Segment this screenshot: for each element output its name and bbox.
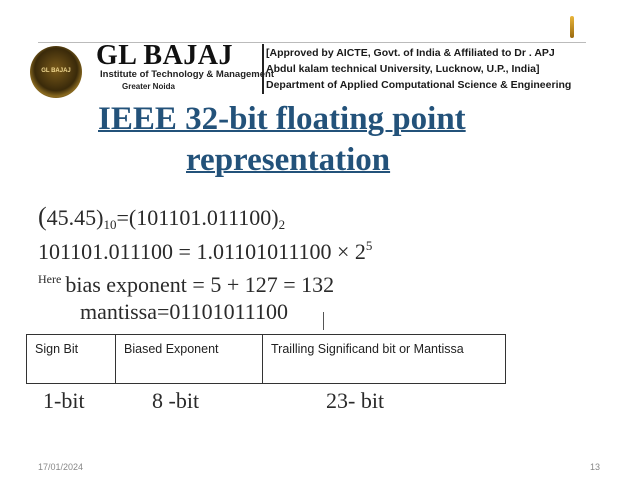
bias-text: bias exponent = 5 + 127 = 132 bbox=[65, 272, 335, 297]
binary-number: =(101101.011100) bbox=[116, 205, 279, 230]
mantissa-bit-size: 23- bit bbox=[326, 388, 385, 413]
bias-line bbox=[38, 272, 334, 298]
approval-line-1: [Approved by AICTE, Govt. of India & Affiliated to Dr . APJ bbox=[266, 47, 555, 59]
exponent-value: 5 bbox=[365, 238, 373, 253]
sign-bit-size: 1-bit bbox=[43, 388, 85, 413]
base-two: 2 bbox=[278, 217, 286, 232]
bit-field-table bbox=[26, 334, 506, 384]
mantissa-cell: Trailling Significand bit or Mantissa bbox=[271, 342, 464, 356]
open-paren: ( bbox=[38, 202, 47, 231]
slide-date: 17/01/2024 bbox=[38, 462, 84, 472]
slide-number: 13 bbox=[590, 462, 601, 472]
flame-icon bbox=[570, 16, 574, 38]
mantissa-line: mantissa=01101011100 bbox=[80, 299, 288, 324]
mantissa-marker bbox=[320, 312, 324, 330]
college-location: Greater Noida bbox=[122, 82, 175, 91]
exponent-bit-size: 8 -bit bbox=[152, 388, 200, 413]
college-subtitle: Institute of Technology & Management bbox=[100, 69, 274, 80]
biased-exponent-cell: Biased Exponent bbox=[116, 335, 263, 383]
here-label: Here bbox=[38, 272, 62, 286]
sign-bit-cell: Sign Bit bbox=[27, 335, 116, 383]
normalized-text: 101101.011100 = 1.01101011100 × 2 bbox=[38, 239, 366, 264]
approval-line-3: Department of Applied Computational Science & Engineering bbox=[266, 79, 572, 91]
base-ten: 10 bbox=[103, 217, 117, 232]
logo-text: GL BAJAJ bbox=[41, 68, 71, 74]
conversion-line bbox=[38, 202, 285, 233]
decimal-number: 45.45) bbox=[46, 205, 104, 230]
slide-title-line-2: representation bbox=[186, 142, 391, 178]
approval-line-2: Abdul kalam technical University, Lucknow, U.P., India] bbox=[266, 63, 540, 75]
normalized-line bbox=[38, 238, 372, 265]
slide-title-line-1: IEEE 32-bit floating point bbox=[98, 101, 466, 137]
college-name: GL BAJAJ bbox=[96, 40, 234, 71]
